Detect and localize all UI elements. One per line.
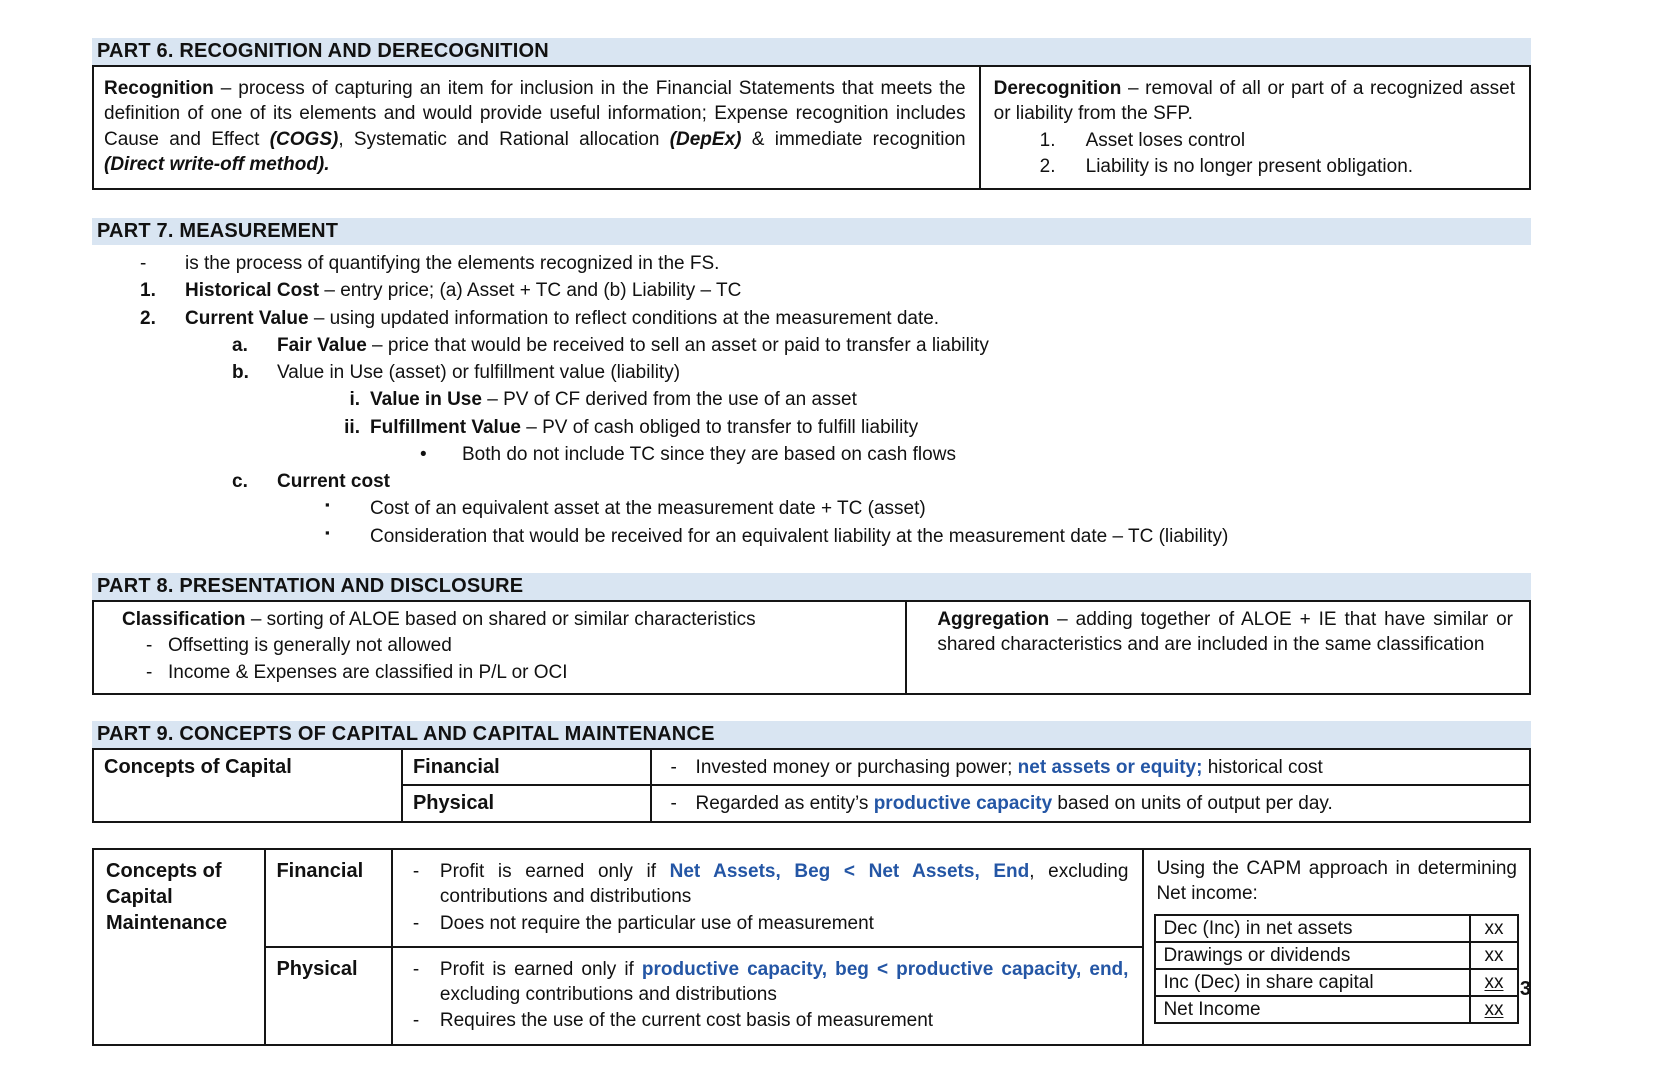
maintenance-financial-desc-cell [392, 849, 1144, 947]
concepts-of-capital-table [92, 748, 1531, 823]
list-marker: 1. [140, 280, 156, 302]
derecognition-item-1 [994, 128, 1515, 153]
list-item-viu-or-fulfillment [92, 359, 1531, 386]
part9-heading [92, 721, 1531, 748]
physical-label: Physical [412, 792, 495, 815]
capm-value: xx [1470, 942, 1518, 969]
capm-label: Drawings or dividends [1155, 942, 1470, 969]
maintenance-financial-line-2 [413, 911, 1129, 936]
item-text: Income & Expenses are classified in P/L or OCI [168, 661, 568, 683]
concepts-of-capital-label: Concepts of Capital [104, 755, 292, 778]
derecognition-item-2 [994, 154, 1515, 179]
part8-table [92, 600, 1531, 695]
capm-intro-text: Using the CAPM approach in determining Net income: [1156, 857, 1517, 905]
item-text: Regarded as entity’s productive capacity based on units of output per day. [695, 793, 1333, 815]
maintenance-physical-line-1 [413, 957, 1129, 1008]
maintenance-physical-desc-cell [392, 947, 1144, 1045]
classification-intro: Classification – sorting of ALOE based on shared or similar characteristics [122, 608, 756, 630]
section-part8 [92, 573, 1531, 695]
list-item-current-cost-liability [92, 523, 1531, 550]
list-item-measurement-def [92, 250, 1531, 277]
part7-title: PART 7. MEASUREMENT [97, 220, 339, 243]
bullet-marker: • [420, 443, 427, 465]
capital-physical-desc-cell [651, 785, 1530, 822]
dash-marker: - [412, 1010, 420, 1032]
list-text: is the process of quantifying the elements recognized in the FS. [185, 253, 720, 275]
financial-label: Financial [412, 755, 500, 778]
list-item-historical-cost [92, 277, 1531, 304]
item-text: Profit is earned only if Net Assets, Beg < Net Assets, End, excluding contributions and distributions [439, 860, 1129, 908]
list-marker: a. [232, 334, 248, 356]
list-marker: 2. [140, 307, 156, 329]
list-text: Historical Cost – entry price; (a) Asset + TC and (b) Liability – TC [185, 280, 742, 302]
list-marker: ii. [344, 416, 360, 438]
capital-maintenance-table [92, 848, 1531, 1046]
capm-label: Dec (Inc) in net assets [1155, 915, 1470, 942]
classification-item-1 [122, 633, 893, 658]
square-bullet-marker: ▪ [325, 497, 330, 513]
item-text: Offsetting is generally not allowed [168, 635, 452, 657]
section-part7 [92, 218, 1531, 550]
financial-label: Financial [276, 859, 364, 882]
capital-financial-label-cell [402, 749, 651, 786]
classification-cell [93, 601, 906, 694]
part6-title: PART 6. RECOGNITION AND DERECOGNITION [97, 40, 549, 62]
capm-row [1155, 915, 1518, 942]
maintenance-financial-row [93, 849, 1530, 947]
capm-row [1155, 942, 1518, 969]
list-item-current-cost [92, 468, 1531, 495]
capital-maintenance-header-cell [93, 849, 265, 1045]
item-marker: 1. [1039, 129, 1056, 151]
list-item-current-value [92, 305, 1531, 332]
list-item-current-cost-asset [92, 495, 1531, 522]
dash-marker: - [412, 860, 420, 882]
list-text: Current Value – using updated information to reflect conditions at the measurement date. [185, 307, 940, 329]
list-item-value-in-use [92, 386, 1531, 413]
part6-row [93, 66, 1530, 189]
part8-row [93, 601, 1530, 694]
section-part6 [92, 38, 1531, 190]
list-marker: - [140, 253, 147, 275]
dash-marker: - [146, 661, 153, 683]
derecognition-paragraph: Derecognition – removal of all or part of a recognized asset or liability from the SFP. [993, 78, 1515, 125]
physical-label: Physical [276, 957, 358, 980]
dash-marker: - [146, 635, 153, 657]
item-text: Profit is earned only if productive capacity, beg < productive capacity, end, excluding contributions and distributions [439, 958, 1129, 1006]
maintenance-physical-line-2 [413, 1008, 1129, 1033]
part8-heading [92, 573, 1531, 600]
square-bullet-marker: ▪ [325, 524, 330, 540]
capm-label: Net Income [1155, 996, 1470, 1023]
part6-table [92, 65, 1531, 190]
item-text: Asset loses control [1085, 129, 1246, 151]
capital-maintenance-label: Concepts of Capital Maintenance [106, 859, 228, 934]
part8-title: PART 8. PRESENTATION AND DISCLOSURE [97, 574, 524, 597]
part7-heading [92, 218, 1531, 245]
aggregation-cell [906, 601, 1530, 694]
maintenance-financial-line-1 [413, 859, 1129, 910]
capital-physical-label-cell [402, 785, 651, 822]
concepts-of-capital-header-cell [93, 749, 402, 822]
list-text: Fair Value – price that would be received to sell an asset or paid to transfer a liability [277, 334, 989, 356]
list-marker: c. [232, 471, 248, 493]
capm-computation-table [1154, 914, 1519, 1024]
capital-physical-item [671, 791, 1517, 816]
list-item-fulfillment-value [92, 414, 1531, 441]
section-part9 [92, 721, 1531, 1046]
list-text: Both do not include TC since they are based on cash flows [462, 443, 956, 465]
list-marker: i. [349, 389, 360, 411]
capm-cell [1143, 849, 1530, 1045]
classification-item-2 [122, 660, 893, 685]
capm-label: Inc (Dec) in share capital [1155, 969, 1470, 996]
list-text: Consideration that would be received for an equivalent liability at the measurement date – TC (liability) [370, 525, 1229, 547]
derecognition-cell [980, 66, 1530, 189]
maintenance-physical-label-cell [265, 947, 391, 1045]
capm-value: xx [1470, 915, 1518, 942]
capm-row [1155, 969, 1518, 996]
item-marker: 2. [1039, 155, 1056, 177]
dash-marker: - [670, 793, 677, 815]
dash-marker: - [670, 756, 677, 778]
dash-marker: - [412, 912, 420, 934]
list-text: Current cost [277, 471, 390, 493]
list-item-fair-value [92, 332, 1531, 359]
item-text: Does not require the particular use of measurement [439, 912, 874, 934]
part9-title: PART 9. CONCEPTS OF CAPITAL AND CAPITAL MAINTENANCE [97, 722, 715, 745]
dash-marker: - [412, 958, 420, 980]
measurement-list [92, 245, 1531, 550]
capm-value-underlined: xx [1470, 969, 1518, 996]
list-item-cash-flows-note [92, 441, 1531, 468]
list-text: Cost of an equivalent asset at the measurement date + TC (asset) [370, 498, 926, 520]
page-number: 3 [1519, 978, 1531, 1000]
capital-financial-desc-cell [651, 749, 1530, 786]
part6-heading [92, 38, 1531, 65]
capital-financial-item [671, 755, 1517, 780]
list-text: Fulfillment Value – PV of cash obliged to transfer to fulfill liability [370, 416, 919, 438]
capital-financial-row [93, 749, 1530, 786]
list-text: Value in Use – PV of CF derived from the use of an asset [370, 389, 857, 411]
item-text: Invested money or purchasing power; net assets or equity; historical cost [695, 756, 1323, 778]
recognition-paragraph: Recognition – process of capturing an item for inclusion in the Financial Statements that meets the definition of one of its elements and would provide useful information; Expense recognition includes Cause and Effect (COGS), Systematic and Rational allocation (DepEx) & immediate recognition (Direct write-off method). [104, 78, 966, 175]
item-text: Requires the use of the current cost basis of measurement [439, 1010, 934, 1032]
aggregation-paragraph: Aggregation – adding together of ALOE + IE that have similar or shared characteristics and are included in the same classification [937, 608, 1513, 656]
list-marker: b. [232, 362, 249, 384]
recognition-cell [93, 66, 980, 189]
maintenance-financial-label-cell [265, 849, 391, 947]
list-text: Value in Use (asset) or fulfillment value (liability) [277, 362, 681, 384]
capm-row [1155, 996, 1518, 1023]
item-text: Liability is no longer present obligation. [1085, 155, 1414, 177]
capm-value-underlined: xx [1470, 996, 1518, 1023]
